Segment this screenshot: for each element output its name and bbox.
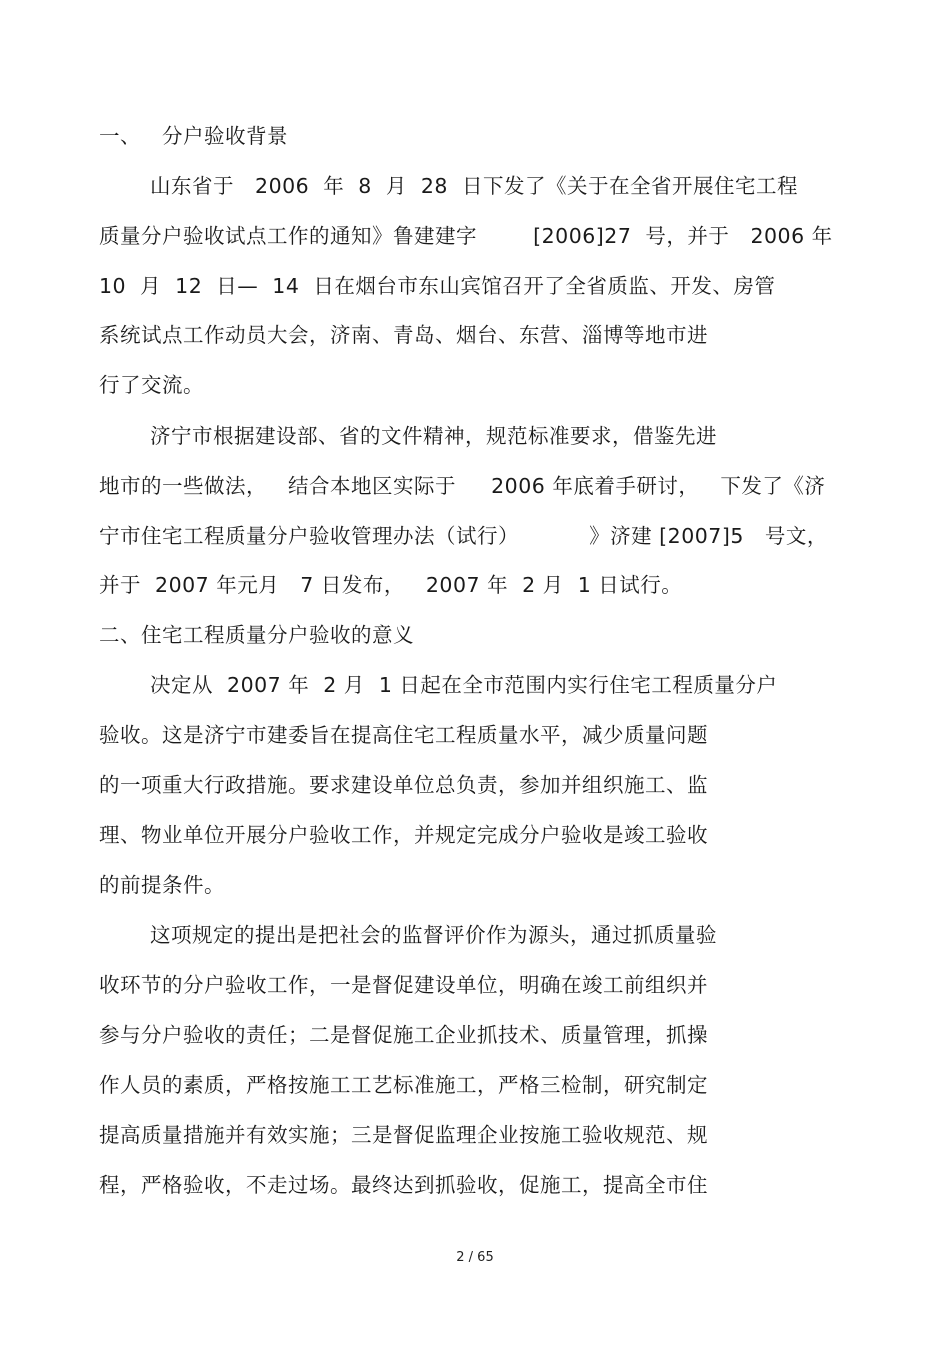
paragraph-line: 系统试点工作动员大会，济南、青岛、烟台、东营、淄博等地市进 bbox=[99, 323, 708, 347]
paragraph-line: 的前提条件。 bbox=[99, 873, 225, 897]
page-number: 2 / 65 bbox=[456, 1250, 494, 1265]
paragraph-line: 地市的一些做法， 结合本地区实际于 2006 年底着手研讨， 下发了《济 bbox=[99, 474, 826, 498]
paragraph-line: 10 月 12 日— 14 日在烟台市东山宾馆召开了全省质监、开发、房管 bbox=[99, 274, 776, 298]
paragraph-line: 并于 2007 年元月 7 日发布， 2007 年 2 月 1 日试行。 bbox=[99, 573, 683, 597]
section-heading-1: 一、 分户验收背景 bbox=[99, 124, 289, 148]
paragraph-line: 收环节的分户验收工作，一是督促建设单位，明确在竣工前组织并 bbox=[99, 973, 708, 997]
paragraph-line: 质量分户验收试点工作的通知》鲁建建字 [2006]27 号，并于 2006 年 bbox=[99, 224, 833, 248]
paragraph-line: 宁市住宅工程质量分户验收管理办法（试行） 》济建 [2007]5 号文， bbox=[99, 524, 828, 548]
paragraph-line: 程，严格验收，不走过场。最终达到抓验收，促施工，提高全市住 bbox=[99, 1173, 708, 1197]
paragraph-line: 参与分户验收的责任；二是督促施工企业抓技术、质量管理，抓操 bbox=[99, 1023, 708, 1047]
paragraph-line: 提高质量措施并有效实施；三是督促监理企业按施工验收规范、规 bbox=[99, 1123, 708, 1147]
paragraph-line: 山东省于 2006 年 8 月 28 日下发了《关于在全省开展住宅工程 bbox=[150, 174, 799, 198]
paragraph-line: 行了交流。 bbox=[99, 373, 204, 397]
paragraph-line: 决定从 2007 年 2 月 1 日起在全市范围内实行住宅工程质量分户 bbox=[150, 673, 778, 697]
paragraph-line: 的一项重大行政措施。要求建设单位总负责，参加并组织施工、监 bbox=[99, 773, 708, 797]
paragraph-line: 验收。这是济宁市建委旨在提高住宅工程质量水平，减少质量问题 bbox=[99, 723, 708, 747]
paragraph-line: 理、物业单位开展分户验收工作，并规定完成分户验收是竣工验收 bbox=[99, 823, 708, 847]
paragraph-line: 这项规定的提出是把社会的监督评价作为源头，通过抓质量验 bbox=[150, 923, 717, 947]
section-heading-2: 二、住宅工程质量分户验收的意义 bbox=[99, 623, 414, 647]
paragraph-line: 济宁市根据建设部、省的文件精神，规范标准要求，借鉴先进 bbox=[150, 424, 717, 448]
paragraph-line: 作人员的素质，严格按施工工艺标准施工，严格三检制，研究制定 bbox=[99, 1073, 708, 1097]
